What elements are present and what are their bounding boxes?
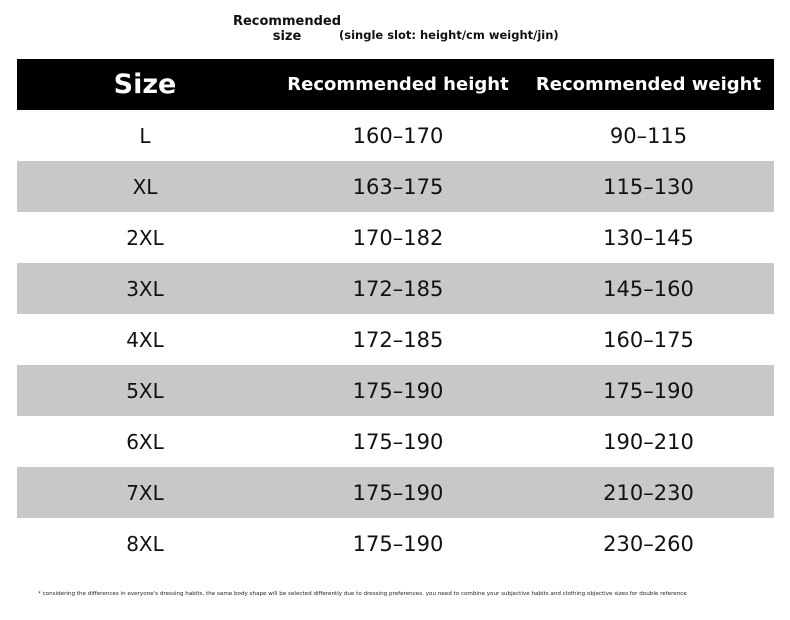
height-cell: 175–190 bbox=[352, 429, 444, 454]
weight-cell: 90–115 bbox=[609, 123, 688, 148]
table-row bbox=[17, 467, 774, 518]
size-cell: 8XL bbox=[126, 531, 164, 556]
weight-cell: 145–160 bbox=[603, 276, 694, 301]
table-row bbox=[17, 365, 774, 416]
size-cell: 4XL bbox=[126, 327, 164, 352]
table-row bbox=[17, 110, 774, 161]
weight-cell: 130–145 bbox=[603, 225, 694, 250]
table-row bbox=[17, 263, 774, 314]
table-row bbox=[17, 416, 774, 467]
size-cell: 3XL bbox=[126, 276, 164, 301]
height-cell: 175–190 bbox=[352, 531, 444, 556]
weight-cell: 175–190 bbox=[603, 378, 694, 403]
height-cell: 172–185 bbox=[352, 327, 444, 352]
height-cell: 175–190 bbox=[352, 480, 444, 505]
size-table bbox=[17, 59, 774, 569]
weight-cell: 160–175 bbox=[603, 327, 694, 352]
weight-cell: 230–260 bbox=[603, 531, 694, 556]
title-block bbox=[0, 12, 790, 48]
table-row bbox=[17, 212, 774, 263]
table-row bbox=[17, 518, 774, 569]
height-cell: 163–175 bbox=[352, 174, 444, 199]
size-cell: 2XL bbox=[126, 225, 164, 250]
size-cell: XL bbox=[132, 174, 158, 199]
size-cell: 6XL bbox=[126, 429, 164, 454]
header-size: Size bbox=[113, 69, 177, 100]
footnote: * considering the differences in everyone's dressing habits, the same body shape will be selected differently due to dressing preferences. you need to combine your subjective habits and clothing objective sizes for double reference bbox=[38, 591, 687, 597]
height-cell: 172–185 bbox=[352, 276, 444, 301]
table-header-row bbox=[17, 59, 774, 110]
size-cell: L bbox=[139, 123, 151, 148]
weight-cell: 115–130 bbox=[603, 174, 694, 199]
header-weight: Recommended weight bbox=[535, 74, 762, 95]
height-cell: 175–190 bbox=[352, 378, 444, 403]
page-title: Recommended size bbox=[232, 14, 342, 44]
size-cell: 5XL bbox=[126, 378, 164, 403]
size-cell: 7XL bbox=[126, 480, 164, 505]
height-cell: 160–170 bbox=[352, 123, 444, 148]
page-subtitle: (single slot: height/cm weight/jin) bbox=[339, 28, 559, 42]
table-row bbox=[17, 314, 774, 365]
table-row bbox=[17, 161, 774, 212]
weight-cell: 190–210 bbox=[603, 429, 694, 454]
weight-cell: 210–230 bbox=[603, 480, 694, 505]
header-height: Recommended height bbox=[287, 74, 509, 95]
height-cell: 170–182 bbox=[352, 225, 444, 250]
